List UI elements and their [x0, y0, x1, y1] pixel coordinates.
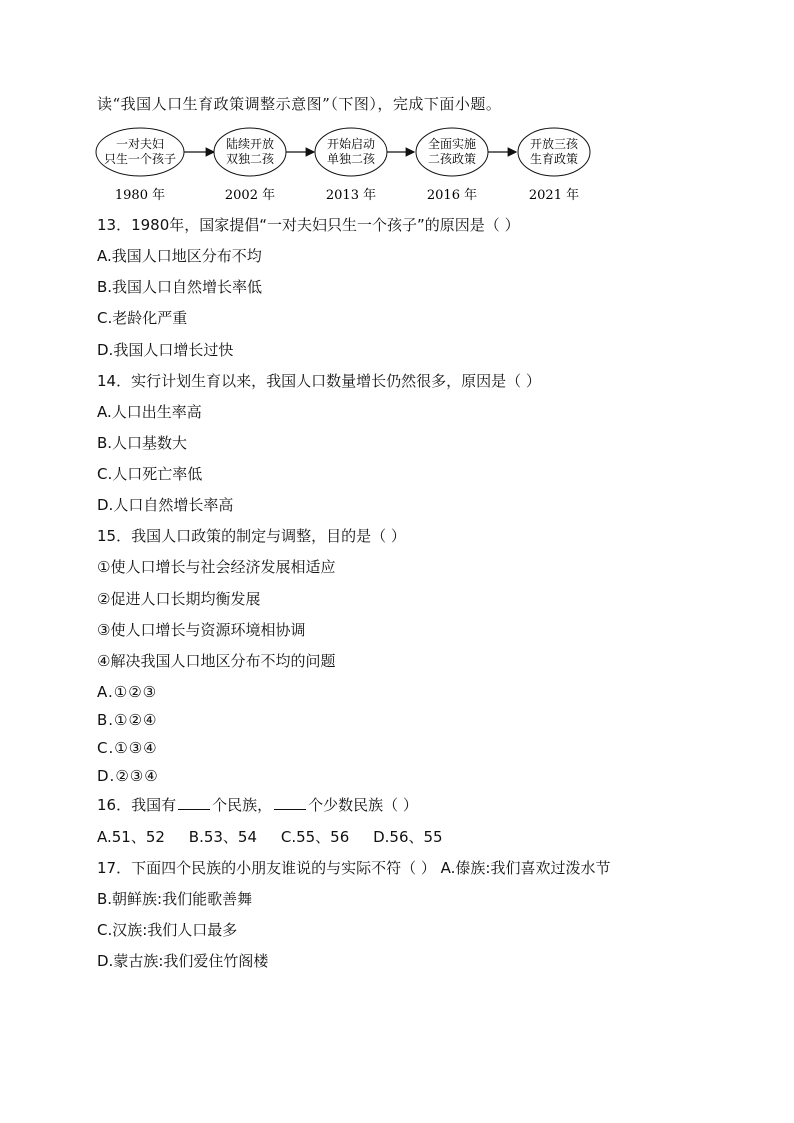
- timeline-node-2016: [416, 128, 488, 203]
- year-1980: 1980 年: [114, 188, 166, 203]
- question-16-stem-part3: 个少数民族（ ）: [308, 796, 418, 814]
- timeline-node-1980: [96, 128, 184, 203]
- question-15-stem: 15．我国人口政策的制定与调整，目的是（ ）: [97, 527, 406, 545]
- question-14-option-d[interactable]: D.人口自然增长率高: [97, 496, 234, 514]
- question-13-option-d[interactable]: D.我国人口增长过快: [97, 341, 234, 359]
- question-14-stem: 14．实行计划生育以来，我国人口数量增长仍然很多，原因是（ ）: [97, 372, 541, 390]
- node-2002-line1: 陆续开放: [225, 137, 275, 151]
- question-16-stem-part2: 个民族，: [212, 796, 273, 814]
- node-2021-line2: 生育政策: [529, 152, 579, 166]
- node-2002-line2: 双独二孩: [225, 152, 275, 166]
- policy-timeline-diagram: [90, 124, 700, 206]
- question-15-option-d[interactable]: D.②③④: [97, 767, 159, 785]
- timeline-node-2021: [518, 128, 590, 203]
- question-15-statement-1: ①使人口增长与社会经济发展相适应: [97, 558, 336, 576]
- question-14-option-a[interactable]: A.人口出生率高: [97, 403, 202, 421]
- node-1980-line1: 一对夫妇: [115, 137, 165, 151]
- node-2021-line1: 开放三孩: [529, 137, 579, 151]
- node-2016-line2: 二孩政策: [427, 152, 477, 166]
- node-2016-line1: 全面实施: [427, 137, 477, 151]
- question-15-option-c[interactable]: C.①③④: [97, 739, 158, 757]
- question-15-statement-3: ③使人口增长与资源环境相协调: [97, 621, 306, 639]
- question-15-statement-4: ④解决我国人口地区分布不均的问题: [97, 652, 336, 670]
- question-16-stem: [97, 795, 418, 815]
- question-17-option-b[interactable]: B.朝鲜族:我们能歌善舞: [97, 890, 253, 908]
- intro-text: 读“我国人口生育政策调整示意图”（下图），完成下面小题。: [97, 95, 502, 113]
- node-2013-line2: 单独二孩: [326, 152, 376, 166]
- question-13-option-a[interactable]: A.我国人口地区分布不均: [97, 247, 262, 265]
- question-13-stem: 13．1980年，国家提倡“一对夫妇只生一个孩子”的原因是（ ）: [97, 216, 520, 234]
- question-13-option-c[interactable]: C.老龄化严重: [97, 309, 188, 327]
- timeline-node-2013: [315, 128, 387, 203]
- timeline-node-2002: [214, 128, 286, 203]
- answer-blank-1[interactable]: [178, 795, 210, 810]
- question-16-stem-part1: 16．我国有: [97, 796, 177, 814]
- question-13-option-b[interactable]: B.我国人口自然增长率低: [97, 278, 263, 296]
- question-17-stem: 17．下面四个民族的小朋友谁说的与实际不符（ ） A.傣族:我们喜欢过泼水节: [97, 859, 611, 877]
- node-1980-line2: 只生一个孩子: [103, 152, 177, 166]
- question-17-option-d[interactable]: D.蒙古族:我们爱住竹阁楼: [97, 952, 269, 970]
- answer-blank-2[interactable]: [274, 795, 306, 810]
- question-15-option-b[interactable]: B.①②④: [97, 711, 158, 729]
- year-2021: 2021 年: [528, 188, 580, 203]
- question-15-statement-2: ②促进人口长期均衡发展: [97, 590, 261, 608]
- year-2016: 2016 年: [426, 188, 478, 203]
- year-2002: 2002 年: [224, 188, 276, 203]
- question-14-option-c[interactable]: C.人口死亡率低: [97, 465, 203, 483]
- question-17-option-c[interactable]: C.汉族:我们人口最多: [97, 921, 238, 939]
- question-14-option-b[interactable]: B.人口基数大: [97, 434, 188, 452]
- node-2013-line1: 开始启动: [326, 137, 376, 151]
- question-15-option-a[interactable]: A.①②③: [97, 683, 158, 701]
- question-16-options[interactable]: A.51、52 B.53、54 C.55、56 D.56、55: [97, 828, 443, 846]
- year-2013: 2013 年: [325, 188, 377, 203]
